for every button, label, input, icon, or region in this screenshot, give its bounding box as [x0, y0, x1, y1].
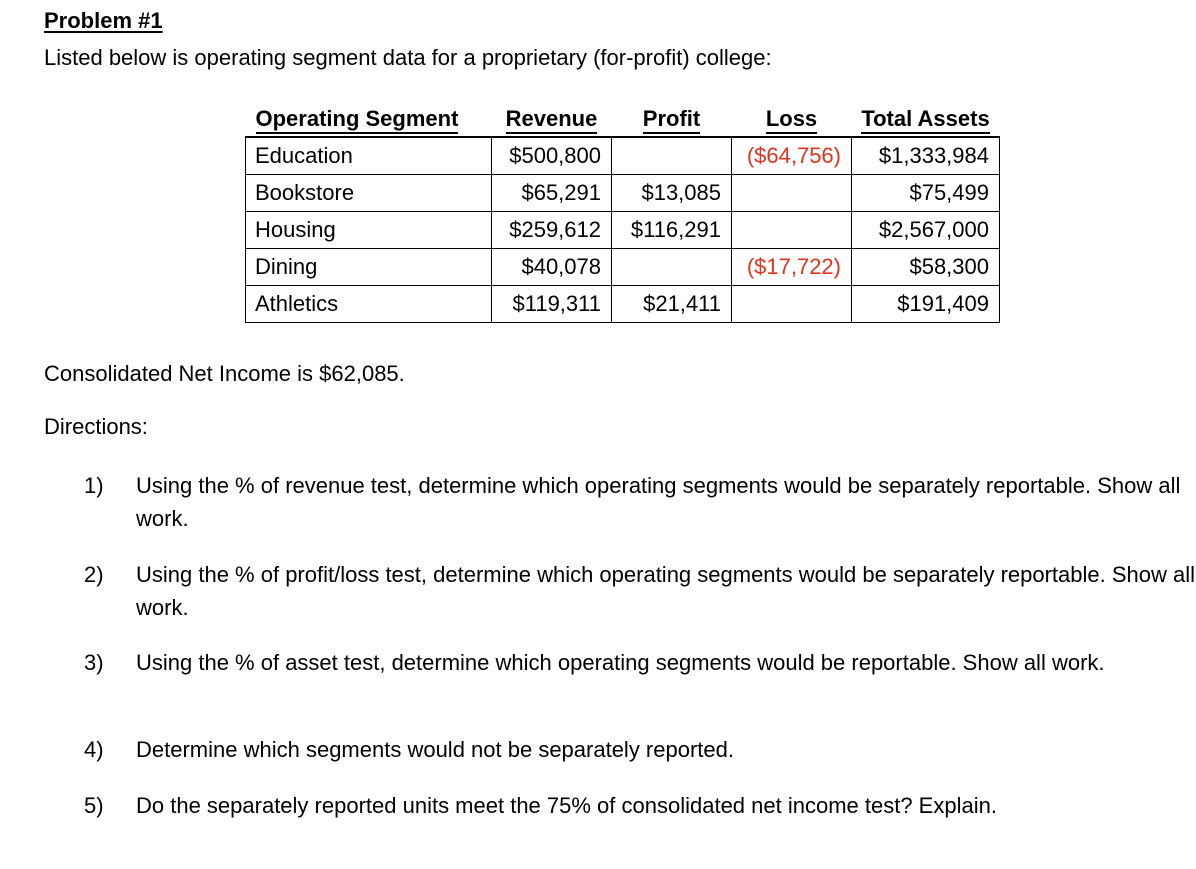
- segment-table: [245, 102, 1000, 323]
- loss-cell: [732, 286, 852, 323]
- item-text: Using the % of revenue test, determine which operating segments would be separately reportable. Show all work.: [136, 473, 1181, 531]
- loss-cell: [732, 212, 852, 249]
- item-number: 2): [84, 562, 104, 587]
- col-header-total-assets: Total Assets: [852, 102, 1000, 137]
- assets-cell: $58,300: [852, 249, 1000, 286]
- table-header-row: [246, 102, 1000, 137]
- assets-cell: $2,567,000: [852, 212, 1000, 249]
- item-text: Do the separately reported units meet the 75% of consolidated net income test? Explain.: [136, 793, 997, 818]
- consolidated-net-income: Consolidated Net Income is $62,085.: [44, 361, 405, 386]
- item-text: Using the % of asset test, determine which operating segments would be reportable. Show all work.: [136, 650, 1105, 675]
- table-row: [246, 249, 1000, 286]
- assets-cell: $1,333,984: [852, 137, 1000, 175]
- profit-cell: [612, 137, 732, 175]
- assets-cell: $191,409: [852, 286, 1000, 323]
- profit-cell: $21,411: [612, 286, 732, 323]
- item-text: Using the % of profit/loss test, determine which operating segments would be separately reportable. Show all work.: [136, 562, 1196, 620]
- item-number: 5): [84, 793, 104, 818]
- col-header-segment: Operating Segment: [246, 102, 492, 137]
- loss-cell: ($64,756): [732, 137, 852, 175]
- table-row: [246, 286, 1000, 323]
- revenue-cell: $119,311: [492, 286, 612, 323]
- table-row: [246, 137, 1000, 175]
- item-number: 3): [84, 650, 104, 675]
- profit-cell: [612, 249, 732, 286]
- segment-name: Bookstore: [246, 175, 492, 212]
- profit-cell: $116,291: [612, 212, 732, 249]
- segment-name: Housing: [246, 212, 492, 249]
- intro-text: Listed below is operating segment data for a proprietary (for-profit) college:: [44, 45, 772, 70]
- revenue-cell: $40,078: [492, 249, 612, 286]
- col-header-revenue: Revenue: [492, 102, 612, 137]
- table-row: [246, 212, 1000, 249]
- loss-cell: ($17,722): [732, 249, 852, 286]
- assets-cell: $75,499: [852, 175, 1000, 212]
- item-number: 1): [84, 473, 104, 498]
- item-text: Determine which segments would not be separately reported.: [136, 737, 734, 762]
- revenue-cell: $65,291: [492, 175, 612, 212]
- col-header-profit: Profit: [612, 102, 732, 137]
- profit-cell: $13,085: [612, 175, 732, 212]
- revenue-cell: $500,800: [492, 137, 612, 175]
- directions-label: Directions:: [44, 414, 148, 439]
- problem-title: Problem #1: [44, 8, 163, 33]
- col-header-loss: Loss: [732, 102, 852, 137]
- table-row: [246, 175, 1000, 212]
- item-number: 4): [84, 737, 104, 762]
- segment-name: Athletics: [246, 286, 492, 323]
- segment-name: Dining: [246, 249, 492, 286]
- revenue-cell: $259,612: [492, 212, 612, 249]
- loss-cell: [732, 175, 852, 212]
- segment-name: Education: [246, 137, 492, 175]
